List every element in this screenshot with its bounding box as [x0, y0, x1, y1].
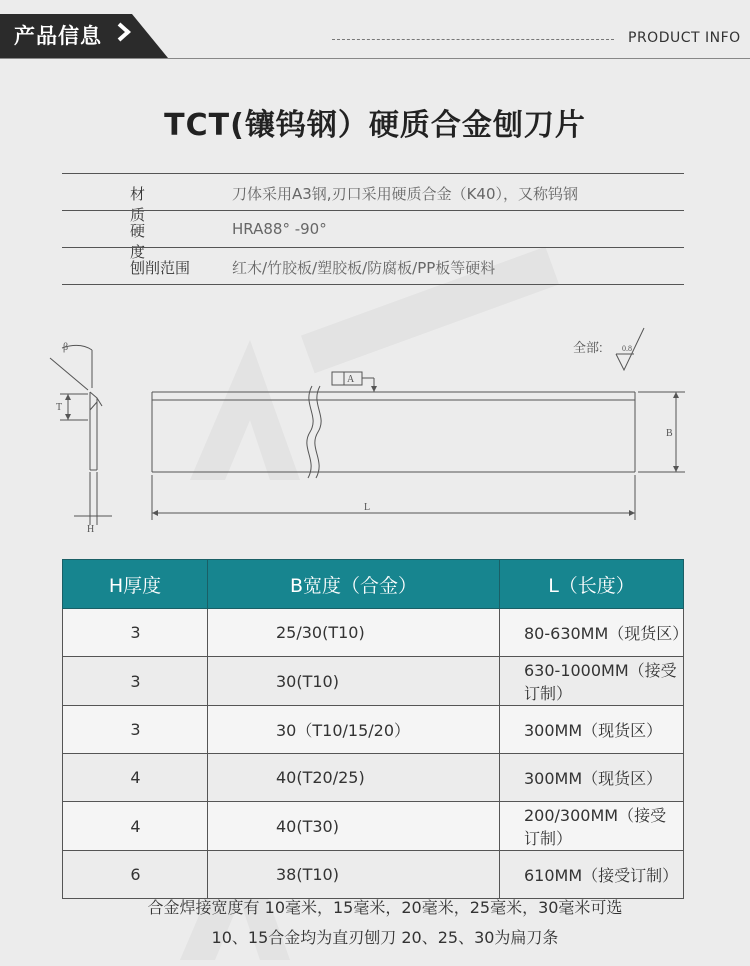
cell-length: 300MM（现货区） — [500, 754, 684, 802]
column-header: B宽度（合金） — [208, 560, 500, 609]
size-table — [62, 559, 689, 899]
cell-thickness: 3 — [63, 706, 208, 754]
arrow-head — [152, 510, 158, 516]
table-row — [63, 802, 684, 851]
cell-thickness: 3 — [63, 609, 208, 657]
cell-length: 200/300MM（接受订制） — [500, 802, 684, 851]
technical-drawing — [40, 320, 700, 540]
header-title: 产品信息 — [14, 24, 102, 48]
cell-length: 80-630MM（现货区） — [500, 609, 684, 657]
arrow-head — [65, 414, 71, 420]
cell-thickness: 6 — [63, 851, 208, 899]
surface-finish-label: 全部: — [573, 340, 603, 355]
cell-width: 40(T30) — [208, 802, 500, 851]
table-row — [63, 609, 684, 657]
cell-thickness: 4 — [63, 802, 208, 851]
cell-length: 630-1000MM（接受订制） — [500, 657, 684, 706]
spec-label: 硬度 — [130, 222, 172, 261]
spec-value: 红木/竹胶板/塑胶板/防腐板/PP板等硬料 — [232, 259, 496, 277]
cell-thickness: 4 — [63, 754, 208, 802]
arrow-head — [673, 466, 679, 472]
spec-row — [62, 247, 684, 285]
column-header: L（长度） — [500, 560, 684, 609]
dim-label-t: T — [56, 402, 63, 413]
surface-finish-value: 0.8 — [622, 344, 632, 353]
arrow-head — [371, 386, 377, 392]
spec-value: HRA88° -90° — [232, 220, 327, 238]
section-header — [0, 0, 750, 72]
dim-label-h: H — [87, 524, 95, 535]
cell-length: 300MM（现货区） — [500, 706, 684, 754]
cell-width: 40(T20/25) — [208, 754, 500, 802]
cell-width: 30（T10/15/20） — [208, 706, 500, 754]
spec-row — [62, 173, 684, 224]
header-divider — [0, 58, 750, 59]
header-dashed-line — [332, 39, 614, 40]
table-row — [63, 706, 684, 754]
spec-label: 刨削范围 — [130, 259, 191, 277]
cell-width: 30(T10) — [208, 657, 500, 706]
arrow-head — [629, 510, 635, 516]
profile-line — [97, 398, 102, 406]
table-row — [63, 657, 684, 706]
column-header: H厚度 — [63, 560, 208, 609]
spec-label: 材质 — [130, 185, 172, 224]
arrow-head — [65, 394, 71, 400]
dim-label-angle: β — [63, 342, 69, 353]
table-row — [63, 754, 684, 802]
datum-label: A — [347, 374, 355, 385]
spec-value: 刀体采用A3钢,刃口采用硬质合金（K40），又称钨钢 — [232, 185, 578, 203]
chevron-right-icon — [116, 22, 132, 42]
cell-width: 25/30(T10) — [208, 609, 500, 657]
dim-label-b: B — [666, 428, 673, 439]
cell-thickness: 3 — [63, 657, 208, 706]
header-title-en: PRODUCT INFO — [628, 30, 741, 46]
note-line: 合金焊接宽度有 10毫米，15毫米，20毫米，25毫米，30毫米可选 — [147, 898, 623, 917]
cell-length: 610MM（接受订制） — [500, 851, 684, 899]
arrow-head — [673, 392, 679, 398]
spec-row — [62, 210, 684, 261]
table-row — [63, 851, 684, 899]
note-line: 10、15合金均为直刃刨刀 20、25、30为扁刀条 — [211, 928, 559, 947]
profile-edge — [90, 392, 97, 410]
spec-table — [62, 173, 684, 285]
page-title: TCT(镶钨钢）硬质合金刨刀片 — [164, 108, 586, 143]
dim-label-l: L — [364, 502, 371, 513]
table-header-row — [63, 560, 684, 609]
cell-width: 38(T10) — [208, 851, 500, 899]
angle-guide — [50, 358, 88, 390]
